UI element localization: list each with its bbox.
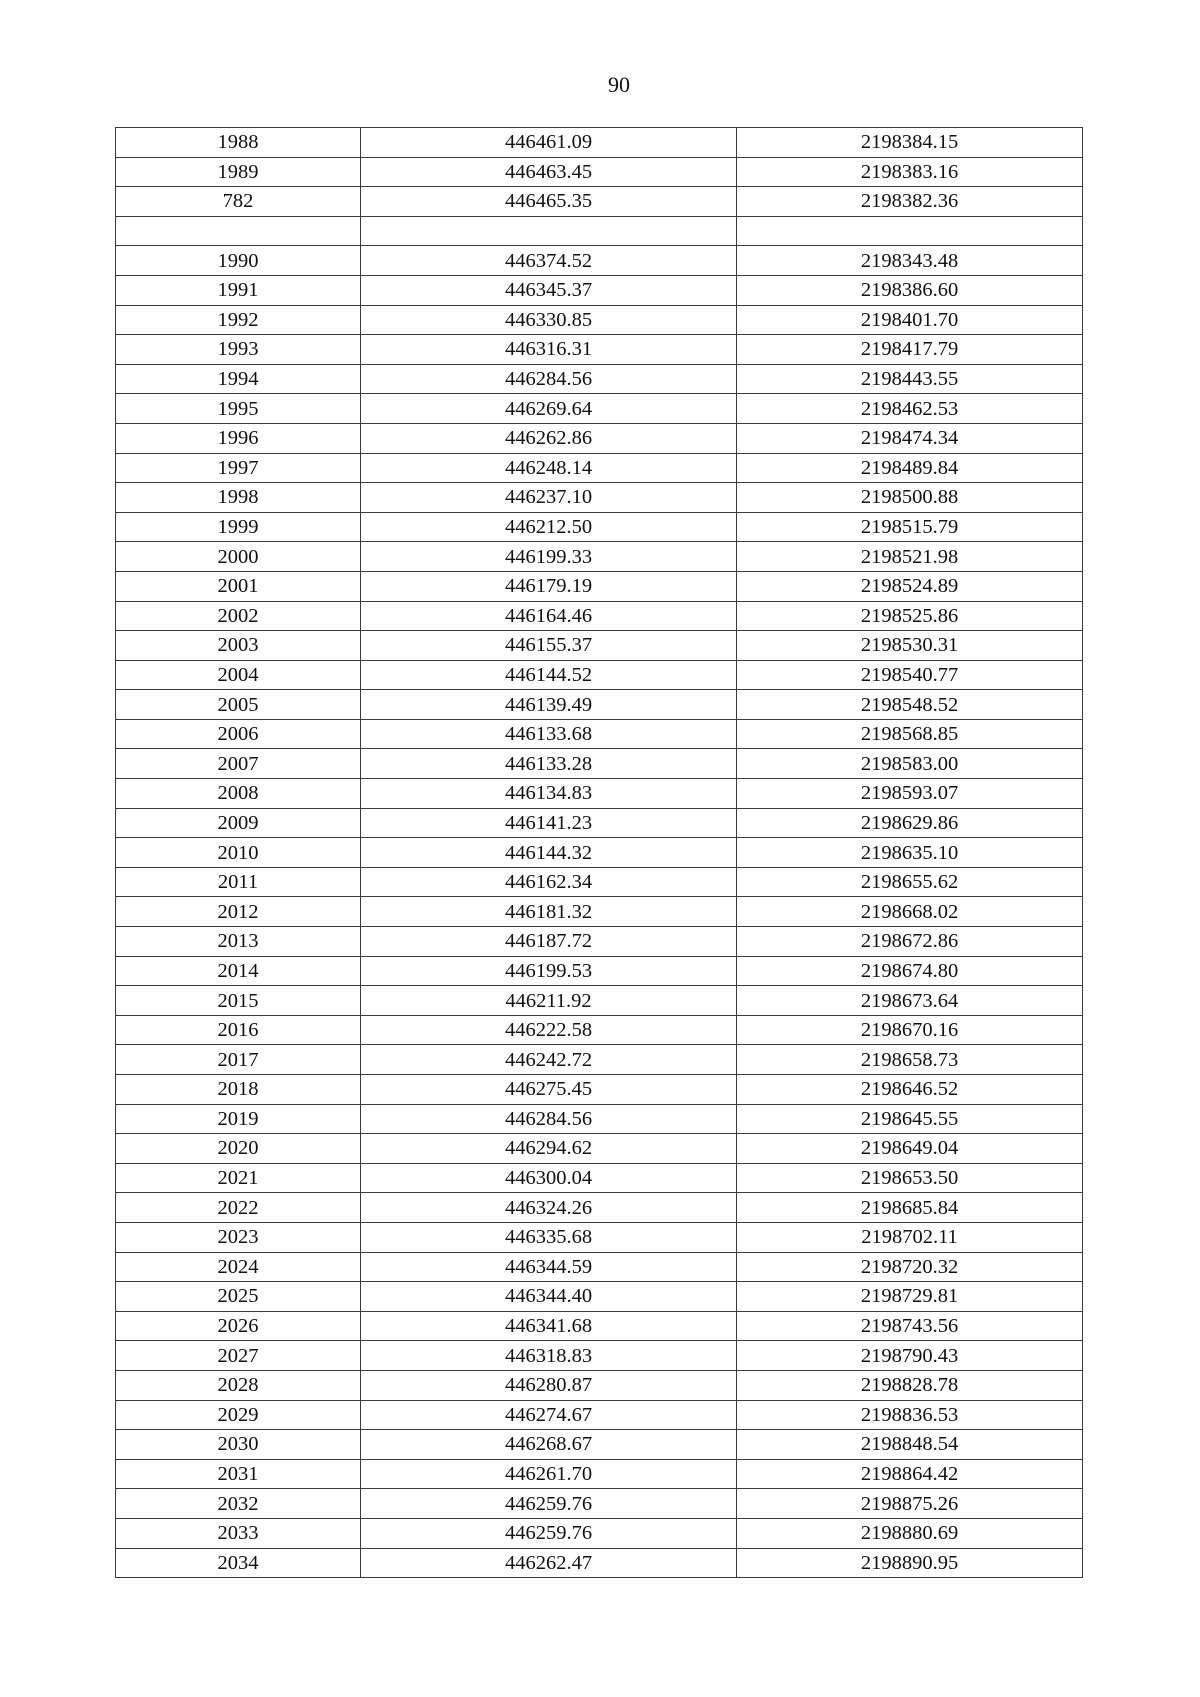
x-coordinate-cell: 446318.83 bbox=[361, 1341, 737, 1371]
table-row bbox=[116, 719, 1083, 749]
y-coordinate-cell: 2198530.31 bbox=[737, 631, 1083, 661]
table-row bbox=[116, 1222, 1083, 1252]
point-id-cell: 2024 bbox=[116, 1252, 361, 1282]
x-coordinate-cell: 446212.50 bbox=[361, 512, 737, 542]
table-row bbox=[116, 1400, 1083, 1430]
x-coordinate-cell: 446330.85 bbox=[361, 305, 737, 335]
point-id-cell: 1999 bbox=[116, 512, 361, 542]
x-coordinate-cell: 446268.67 bbox=[361, 1430, 737, 1460]
point-id-cell: 2020 bbox=[116, 1134, 361, 1164]
y-coordinate-cell: 2198674.80 bbox=[737, 956, 1083, 986]
point-id-cell: 2027 bbox=[116, 1341, 361, 1371]
y-coordinate-cell: 2198790.43 bbox=[737, 1341, 1083, 1371]
y-coordinate-cell: 2198474.34 bbox=[737, 423, 1083, 453]
point-id-cell: 1995 bbox=[116, 394, 361, 424]
x-coordinate-cell: 446294.62 bbox=[361, 1134, 737, 1164]
point-id-cell: 2002 bbox=[116, 601, 361, 631]
point-id-cell: 2000 bbox=[116, 542, 361, 572]
point-id-cell: 2006 bbox=[116, 719, 361, 749]
x-coordinate-cell: 446237.10 bbox=[361, 483, 737, 513]
x-coordinate-cell bbox=[361, 216, 737, 246]
table-row bbox=[116, 423, 1083, 453]
point-id-cell: 2004 bbox=[116, 660, 361, 690]
y-coordinate-cell: 2198386.60 bbox=[737, 275, 1083, 305]
point-id-cell: 2023 bbox=[116, 1222, 361, 1252]
point-id-cell: 2019 bbox=[116, 1104, 361, 1134]
y-coordinate-cell: 2198743.56 bbox=[737, 1311, 1083, 1341]
point-id-cell: 2016 bbox=[116, 1015, 361, 1045]
x-coordinate-cell: 446284.56 bbox=[361, 364, 737, 394]
point-id-cell: 2022 bbox=[116, 1193, 361, 1223]
x-coordinate-cell: 446199.33 bbox=[361, 542, 737, 572]
x-coordinate-cell: 446324.26 bbox=[361, 1193, 737, 1223]
table-row bbox=[116, 542, 1083, 572]
table-row bbox=[116, 897, 1083, 927]
point-id-cell: 2025 bbox=[116, 1282, 361, 1312]
table-row bbox=[116, 1163, 1083, 1193]
y-coordinate-cell: 2198890.95 bbox=[737, 1548, 1083, 1578]
y-coordinate-cell: 2198828.78 bbox=[737, 1370, 1083, 1400]
point-id-cell: 2030 bbox=[116, 1430, 361, 1460]
y-coordinate-cell: 2198646.52 bbox=[737, 1075, 1083, 1105]
y-coordinate-cell: 2198383.16 bbox=[737, 157, 1083, 187]
table-row bbox=[116, 216, 1083, 246]
table-row bbox=[116, 483, 1083, 513]
x-coordinate-cell: 446141.23 bbox=[361, 808, 737, 838]
x-coordinate-cell: 446262.86 bbox=[361, 423, 737, 453]
point-id-cell: 1989 bbox=[116, 157, 361, 187]
x-coordinate-cell: 446300.04 bbox=[361, 1163, 737, 1193]
point-id-cell: 2008 bbox=[116, 779, 361, 809]
x-coordinate-cell: 446222.58 bbox=[361, 1015, 737, 1045]
point-id-cell: 2015 bbox=[116, 986, 361, 1016]
table-row bbox=[116, 187, 1083, 217]
y-coordinate-cell: 2198593.07 bbox=[737, 779, 1083, 809]
table-row bbox=[116, 601, 1083, 631]
x-coordinate-cell: 446269.64 bbox=[361, 394, 737, 424]
y-coordinate-cell: 2198864.42 bbox=[737, 1459, 1083, 1489]
x-coordinate-cell: 446461.09 bbox=[361, 128, 737, 158]
x-coordinate-cell: 446139.49 bbox=[361, 690, 737, 720]
x-coordinate-cell: 446280.87 bbox=[361, 1370, 737, 1400]
table-body bbox=[116, 128, 1083, 1578]
y-coordinate-cell: 2198655.62 bbox=[737, 867, 1083, 897]
y-coordinate-cell: 2198875.26 bbox=[737, 1489, 1083, 1519]
point-id-cell: 2012 bbox=[116, 897, 361, 927]
table-row bbox=[116, 157, 1083, 187]
point-id-cell: 2021 bbox=[116, 1163, 361, 1193]
point-id-cell: 2031 bbox=[116, 1459, 361, 1489]
table-row bbox=[116, 1193, 1083, 1223]
x-coordinate-cell: 446463.45 bbox=[361, 157, 737, 187]
y-coordinate-cell: 2198672.86 bbox=[737, 927, 1083, 957]
y-coordinate-cell: 2198489.84 bbox=[737, 453, 1083, 483]
table-row bbox=[116, 838, 1083, 868]
point-id-cell: 1997 bbox=[116, 453, 361, 483]
y-coordinate-cell: 2198462.53 bbox=[737, 394, 1083, 424]
table-row bbox=[116, 1104, 1083, 1134]
y-coordinate-cell: 2198649.04 bbox=[737, 1134, 1083, 1164]
coordinates-table bbox=[115, 127, 1083, 1578]
y-coordinate-cell: 2198540.77 bbox=[737, 660, 1083, 690]
y-coordinate-cell: 2198635.10 bbox=[737, 838, 1083, 868]
y-coordinate-cell: 2198525.86 bbox=[737, 601, 1083, 631]
point-id-cell: 2032 bbox=[116, 1489, 361, 1519]
point-id-cell: 2018 bbox=[116, 1075, 361, 1105]
table-row bbox=[116, 128, 1083, 158]
point-id-cell: 2014 bbox=[116, 956, 361, 986]
x-coordinate-cell: 446374.52 bbox=[361, 246, 737, 276]
y-coordinate-cell: 2198443.55 bbox=[737, 364, 1083, 394]
point-id-cell: 1998 bbox=[116, 483, 361, 513]
y-coordinate-cell: 2198848.54 bbox=[737, 1430, 1083, 1460]
table-row bbox=[116, 986, 1083, 1016]
y-coordinate-cell: 2198521.98 bbox=[737, 542, 1083, 572]
y-coordinate-cell: 2198702.11 bbox=[737, 1222, 1083, 1252]
x-coordinate-cell: 446133.28 bbox=[361, 749, 737, 779]
point-id-cell: 1996 bbox=[116, 423, 361, 453]
table-row bbox=[116, 1489, 1083, 1519]
table-row bbox=[116, 1548, 1083, 1578]
x-coordinate-cell: 446316.31 bbox=[361, 335, 737, 365]
table-row bbox=[116, 808, 1083, 838]
point-id-cell: 2011 bbox=[116, 867, 361, 897]
point-id-cell: 1991 bbox=[116, 275, 361, 305]
x-coordinate-cell: 446144.52 bbox=[361, 660, 737, 690]
y-coordinate-cell: 2198645.55 bbox=[737, 1104, 1083, 1134]
y-coordinate-cell: 2198629.86 bbox=[737, 808, 1083, 838]
x-coordinate-cell: 446259.76 bbox=[361, 1518, 737, 1548]
page-number: 90 bbox=[608, 72, 630, 97]
point-id-cell: 2033 bbox=[116, 1518, 361, 1548]
point-id-cell: 1992 bbox=[116, 305, 361, 335]
x-coordinate-cell: 446465.35 bbox=[361, 187, 737, 217]
point-id-cell: 2007 bbox=[116, 749, 361, 779]
x-coordinate-cell: 446274.67 bbox=[361, 1400, 737, 1430]
y-coordinate-cell: 2198548.52 bbox=[737, 690, 1083, 720]
table-row bbox=[116, 571, 1083, 601]
y-coordinate-cell: 2198720.32 bbox=[737, 1252, 1083, 1282]
table-row bbox=[116, 453, 1083, 483]
table-row bbox=[116, 1015, 1083, 1045]
point-id-cell: 2013 bbox=[116, 927, 361, 957]
table-row bbox=[116, 779, 1083, 809]
y-coordinate-cell: 2198500.88 bbox=[737, 483, 1083, 513]
x-coordinate-cell: 446344.59 bbox=[361, 1252, 737, 1282]
point-id-cell: 2029 bbox=[116, 1400, 361, 1430]
y-coordinate-cell bbox=[737, 216, 1083, 246]
x-coordinate-cell: 446181.32 bbox=[361, 897, 737, 927]
table-row bbox=[116, 660, 1083, 690]
point-id-cell bbox=[116, 216, 361, 246]
y-coordinate-cell: 2198343.48 bbox=[737, 246, 1083, 276]
table-row bbox=[116, 1045, 1083, 1075]
x-coordinate-cell: 446211.92 bbox=[361, 986, 737, 1016]
y-coordinate-cell: 2198685.84 bbox=[737, 1193, 1083, 1223]
table-row bbox=[116, 305, 1083, 335]
x-coordinate-cell: 446248.14 bbox=[361, 453, 737, 483]
y-coordinate-cell: 2198515.79 bbox=[737, 512, 1083, 542]
y-coordinate-cell: 2198668.02 bbox=[737, 897, 1083, 927]
x-coordinate-cell: 446345.37 bbox=[361, 275, 737, 305]
point-id-cell: 2009 bbox=[116, 808, 361, 838]
point-id-cell: 2005 bbox=[116, 690, 361, 720]
table-row bbox=[116, 690, 1083, 720]
table-row bbox=[116, 1134, 1083, 1164]
x-coordinate-cell: 446164.46 bbox=[361, 601, 737, 631]
x-coordinate-cell: 446199.53 bbox=[361, 956, 737, 986]
table-row bbox=[116, 246, 1083, 276]
table-row bbox=[116, 956, 1083, 986]
x-coordinate-cell: 446155.37 bbox=[361, 631, 737, 661]
table-row bbox=[116, 1252, 1083, 1282]
table-row bbox=[116, 275, 1083, 305]
table-row bbox=[116, 1459, 1083, 1489]
table-row bbox=[116, 1075, 1083, 1105]
point-id-cell: 2017 bbox=[116, 1045, 361, 1075]
x-coordinate-cell: 446275.45 bbox=[361, 1075, 737, 1105]
y-coordinate-cell: 2198524.89 bbox=[737, 571, 1083, 601]
table-row bbox=[116, 749, 1083, 779]
y-coordinate-cell: 2198836.53 bbox=[737, 1400, 1083, 1430]
table-row bbox=[116, 927, 1083, 957]
table-row bbox=[116, 512, 1083, 542]
table-row bbox=[116, 1370, 1083, 1400]
table-row bbox=[116, 1311, 1083, 1341]
point-id-cell: 2026 bbox=[116, 1311, 361, 1341]
table-row bbox=[116, 1282, 1083, 1312]
table-row bbox=[116, 335, 1083, 365]
x-coordinate-cell: 446133.68 bbox=[361, 719, 737, 749]
y-coordinate-cell: 2198417.79 bbox=[737, 335, 1083, 365]
x-coordinate-cell: 446144.32 bbox=[361, 838, 737, 868]
point-id-cell: 2003 bbox=[116, 631, 361, 661]
y-coordinate-cell: 2198673.64 bbox=[737, 986, 1083, 1016]
point-id-cell: 1990 bbox=[116, 246, 361, 276]
y-coordinate-cell: 2198670.16 bbox=[737, 1015, 1083, 1045]
point-id-cell: 2010 bbox=[116, 838, 361, 868]
table-row bbox=[116, 1341, 1083, 1371]
x-coordinate-cell: 446242.72 bbox=[361, 1045, 737, 1075]
y-coordinate-cell: 2198658.73 bbox=[737, 1045, 1083, 1075]
point-id-cell: 2034 bbox=[116, 1548, 361, 1578]
x-coordinate-cell: 446261.70 bbox=[361, 1459, 737, 1489]
table-row bbox=[116, 1430, 1083, 1460]
x-coordinate-cell: 446187.72 bbox=[361, 927, 737, 957]
point-id-cell: 1988 bbox=[116, 128, 361, 158]
y-coordinate-cell: 2198653.50 bbox=[737, 1163, 1083, 1193]
x-coordinate-cell: 446259.76 bbox=[361, 1489, 737, 1519]
y-coordinate-cell: 2198583.00 bbox=[737, 749, 1083, 779]
point-id-cell: 1993 bbox=[116, 335, 361, 365]
y-coordinate-cell: 2198568.85 bbox=[737, 719, 1083, 749]
y-coordinate-cell: 2198880.69 bbox=[737, 1518, 1083, 1548]
y-coordinate-cell: 2198384.15 bbox=[737, 128, 1083, 158]
table-row bbox=[116, 364, 1083, 394]
table-row bbox=[116, 867, 1083, 897]
point-id-cell: 2028 bbox=[116, 1370, 361, 1400]
x-coordinate-cell: 446179.19 bbox=[361, 571, 737, 601]
x-coordinate-cell: 446162.34 bbox=[361, 867, 737, 897]
point-id-cell: 782 bbox=[116, 187, 361, 217]
x-coordinate-cell: 446341.68 bbox=[361, 1311, 737, 1341]
table-row bbox=[116, 1518, 1083, 1548]
x-coordinate-cell: 446262.47 bbox=[361, 1548, 737, 1578]
point-id-cell: 1994 bbox=[116, 364, 361, 394]
point-id-cell: 2001 bbox=[116, 571, 361, 601]
y-coordinate-cell: 2198401.70 bbox=[737, 305, 1083, 335]
y-coordinate-cell: 2198382.36 bbox=[737, 187, 1083, 217]
table-row bbox=[116, 394, 1083, 424]
x-coordinate-cell: 446344.40 bbox=[361, 1282, 737, 1312]
x-coordinate-cell: 446284.56 bbox=[361, 1104, 737, 1134]
table-row bbox=[116, 631, 1083, 661]
x-coordinate-cell: 446134.83 bbox=[361, 779, 737, 809]
y-coordinate-cell: 2198729.81 bbox=[737, 1282, 1083, 1312]
x-coordinate-cell: 446335.68 bbox=[361, 1222, 737, 1252]
